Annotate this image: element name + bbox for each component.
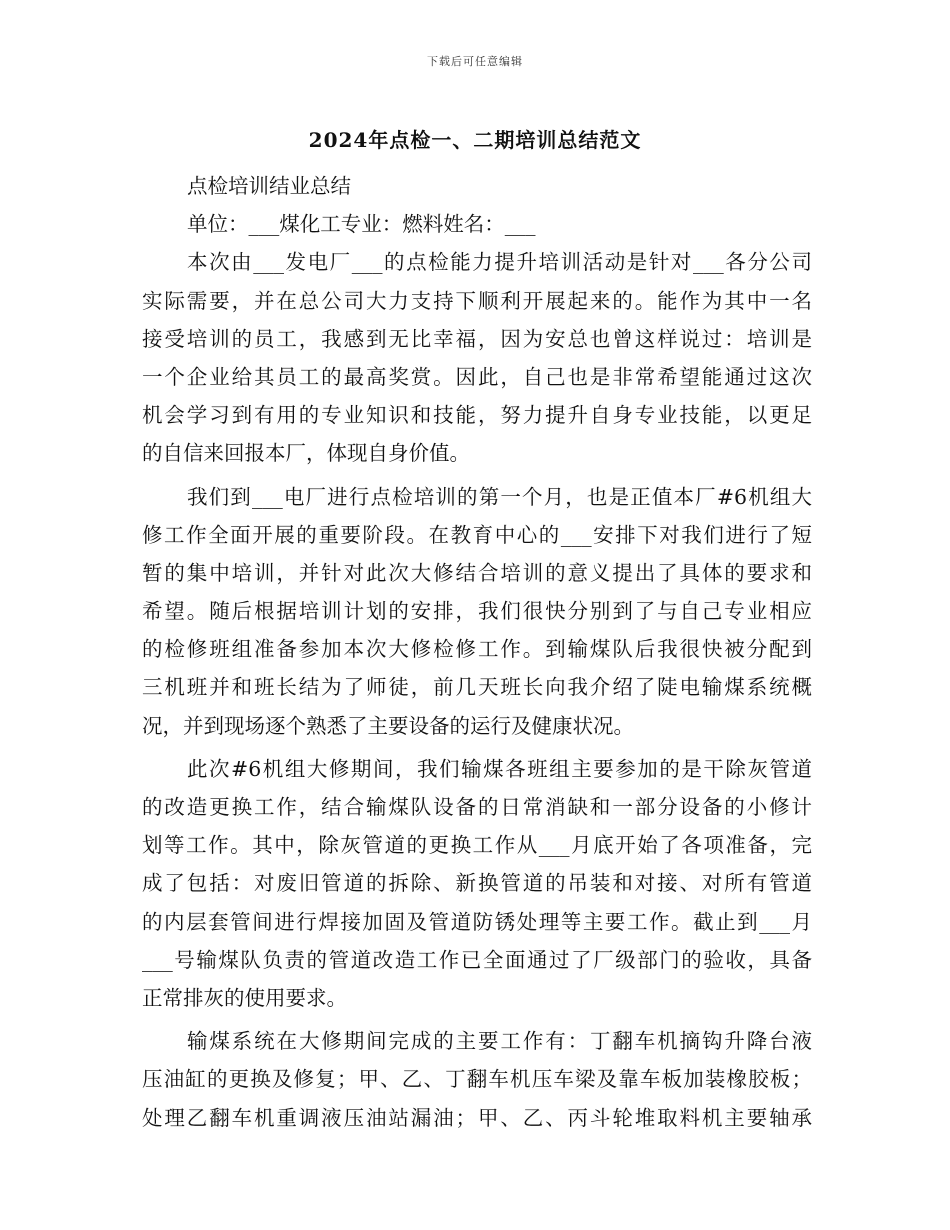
paragraph-line: 暂的集中培训，并针对此次大修结合培训的意义提出了具体的要求和 <box>142 560 812 585</box>
paragraph <box>142 1022 812 1137</box>
paragraph-line: 况，并到现场逐个熟悉了主要设备的运行及健康状况。 <box>142 713 634 738</box>
paragraph-line: 希望。随后根据培训计划的安排，我们很快分别到了与自己专业相应 <box>142 599 812 624</box>
paragraph-line: 接受培训的员工，我感到无比幸福，因为安总也曾这样说过：培训是 <box>142 326 812 351</box>
paragraph-line: 压油缸的更换及修复；甲、乙、丁翻车机压车梁及靠车板加装橡胶板； <box>142 1067 812 1092</box>
header-note: 下载后可任意编辑 <box>427 55 523 68</box>
paragraph-line: 我们到___电厂进行点检培训的第一个月，也是正值本厂#6机组大 <box>187 484 812 509</box>
paragraph-line: 本次由___发电厂___的点检能力提升培训活动是针对___各分公司 <box>187 250 812 275</box>
paragraph-line: 此次#6机组大修期间，我们输煤各班组主要参加的是干除灰管道 <box>187 756 812 781</box>
paragraph <box>142 750 812 1017</box>
paragraph-line: 成了包括：对废旧管道的拆除、新换管道的吊装和对接、对所有管道 <box>142 871 812 896</box>
paragraph-line: 一个企业给其员工的最高奖赏。因此，自己也是非常希望能通过这次 <box>142 364 812 389</box>
paragraph <box>142 243 812 472</box>
paragraph-line: 实际需要，并在总公司大力支持下顺利开展起来的。能作为其中一名 <box>142 288 812 313</box>
paragraph-line: 正常排灰的使用要求。 <box>142 985 347 1010</box>
paragraph-line: 单位：___煤化工专业：燃料姓名：___ <box>187 212 536 237</box>
paragraph-line: 点检培训结业总结 <box>187 174 351 198</box>
paragraph-line: 输煤系统在大修期间完成的主要工作有：丁翻车机摘钩升降台液 <box>187 1029 812 1054</box>
paragraph <box>142 167 812 205</box>
paragraph-line: 的改造更换工作，结合输煤队设备的日常消缺和一部分设备的小修计 <box>142 795 812 819</box>
paragraph <box>142 478 812 745</box>
paragraph-line: 三机班并和班长结为了师徒，前几天班长向我介绍了陡电输煤系统概 <box>142 675 812 700</box>
paragraph-line: 的检修班组准备参加本次大修检修工作。到输煤队后我很快被分配到 <box>142 637 812 662</box>
paragraph-line: 机会学习到有用的专业知识和技能，努力提升自身专业技能，以更足 <box>142 403 812 428</box>
paragraph-line: 的自信来回报本厂，体现自身价值。 <box>142 441 470 466</box>
paragraph-line: 修工作全面开展的重要阶段。在教育中心的___安排下对我们进行了短 <box>142 522 812 547</box>
document-title: 2024年点检一、二期培训总结范文 <box>308 128 642 152</box>
paragraph-line: 处理乙翻车机重调液压油站漏油；甲、乙、丙斗轮堆取料机主要轴承 <box>142 1105 812 1130</box>
paragraph-line: 划等工作。其中，除灰管道的更换工作从___月底开始了各项准备，完 <box>142 833 812 858</box>
paragraph <box>142 205 812 243</box>
paragraph-line: ___号输煤队负责的管道改造工作已全面通过了厂级部门的验收，具备 <box>142 947 812 972</box>
document-body <box>142 167 812 1137</box>
paragraph-line: 的内层套管间进行焊接加固及管道防锈处理等主要工作。截止到___月 <box>142 909 812 934</box>
